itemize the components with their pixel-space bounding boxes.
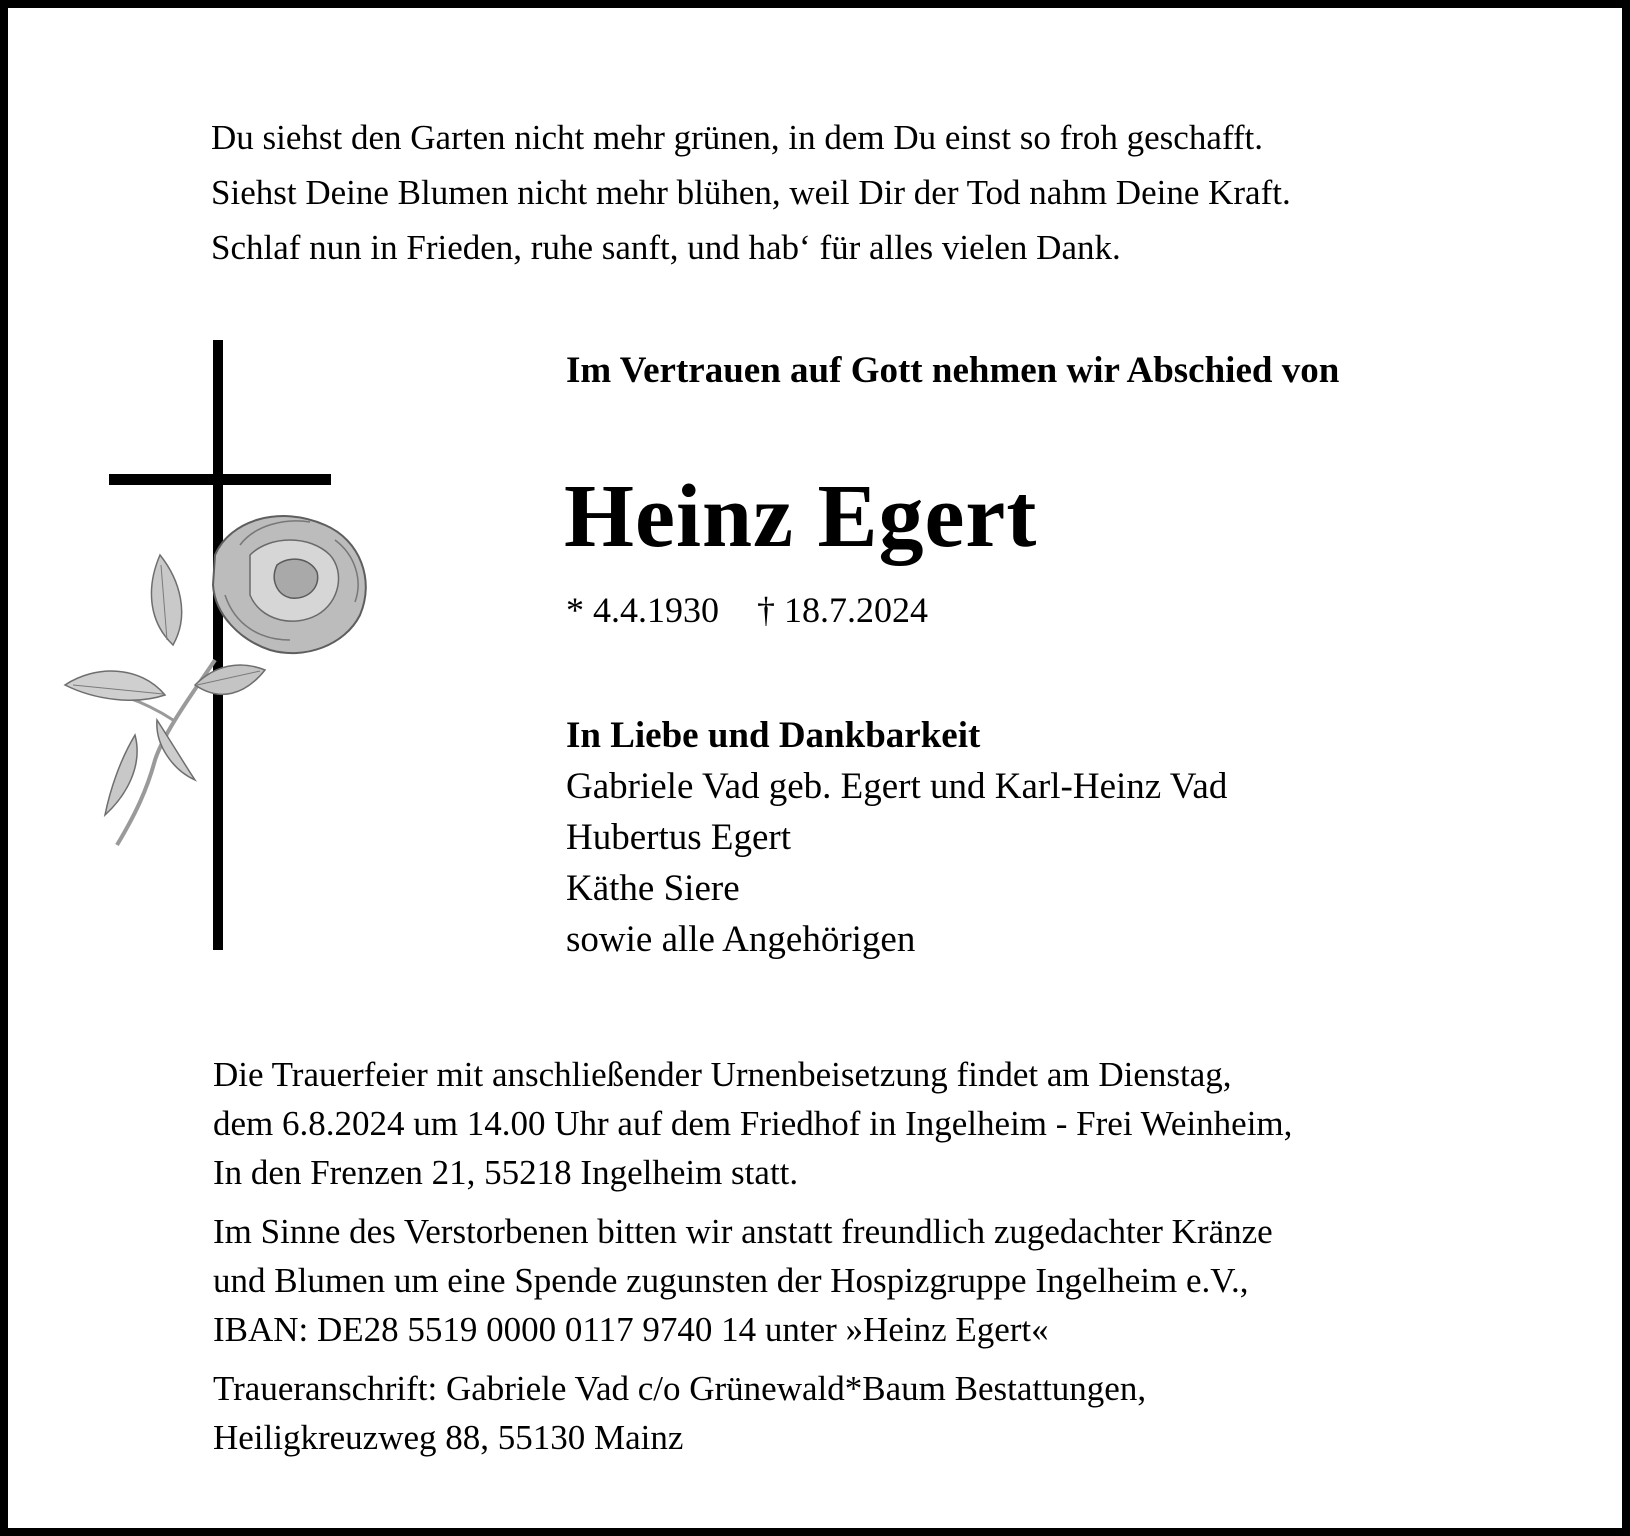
mourner-name: sowie alle Angehörigen [566,919,916,960]
donation-line: und Blumen um eine Spende zugunsten der Hospizgruppe Ingelheim e.V., [213,1261,1249,1300]
address-paragraph [213,1364,1543,1462]
address-line: Traueranschrift: Gabriele Vad c/o Grünewald*Baum Bestattungen, [213,1369,1147,1408]
cross-with-rose-illustration [55,340,395,960]
deceased-name: Heinz Egert [564,467,1038,566]
mourner-name: Hubertus Egert [566,817,792,858]
ceremony-line: Die Trauerfeier mit anschließender Urnenbeisetzung findet am Dienstag, [213,1055,1232,1094]
poem-line: Schlaf nun in Frieden, ruhe sanft, und hab‘ für alles vielen Dank. [211,228,1121,267]
poem-line: Du siehst den Garten nicht mehr grünen, in dem Du einst so froh geschafft. [211,118,1264,157]
mourners-block [566,710,1227,965]
ceremony-line: dem 6.8.2024 um 14.00 Uhr auf dem Friedhof in Ingelheim - Frei Weinheim, [213,1104,1293,1143]
mourner-name: Gabriele Vad geb. Egert und Karl-Heinz Vad [566,766,1228,807]
mourners-heading: In Liebe und Dankbarkeit [566,715,981,756]
life-dates [566,585,928,635]
farewell-intro: Im Vertrauen auf Gott nehmen wir Abschied von [566,350,1340,391]
funeral-info [213,1050,1543,1472]
donation-line: Im Sinne des Verstorbenen bitten wir anstatt freundlich zugedachter Kränze [213,1212,1273,1251]
address-line: Heiligkreuzweg 88, 55130 Mainz [213,1418,684,1457]
poem [211,110,1541,275]
poem-line: Siehst Deine Blumen nicht mehr blühen, weil Dir der Tod nahm Deine Kraft. [211,173,1291,212]
birth-date: * 4.4.1930 [566,590,719,630]
donation-paragraph [213,1207,1543,1354]
ceremony-paragraph [213,1050,1543,1197]
donation-line: IBAN: DE28 5519 0000 0117 9740 14 unter »Heinz Egert« [213,1310,1049,1349]
mourner-name: Käthe Siere [566,868,740,909]
death-date: † 18.7.2024 [757,590,928,630]
ceremony-line: In den Frenzen 21, 55218 Ingelheim statt. [213,1153,799,1192]
